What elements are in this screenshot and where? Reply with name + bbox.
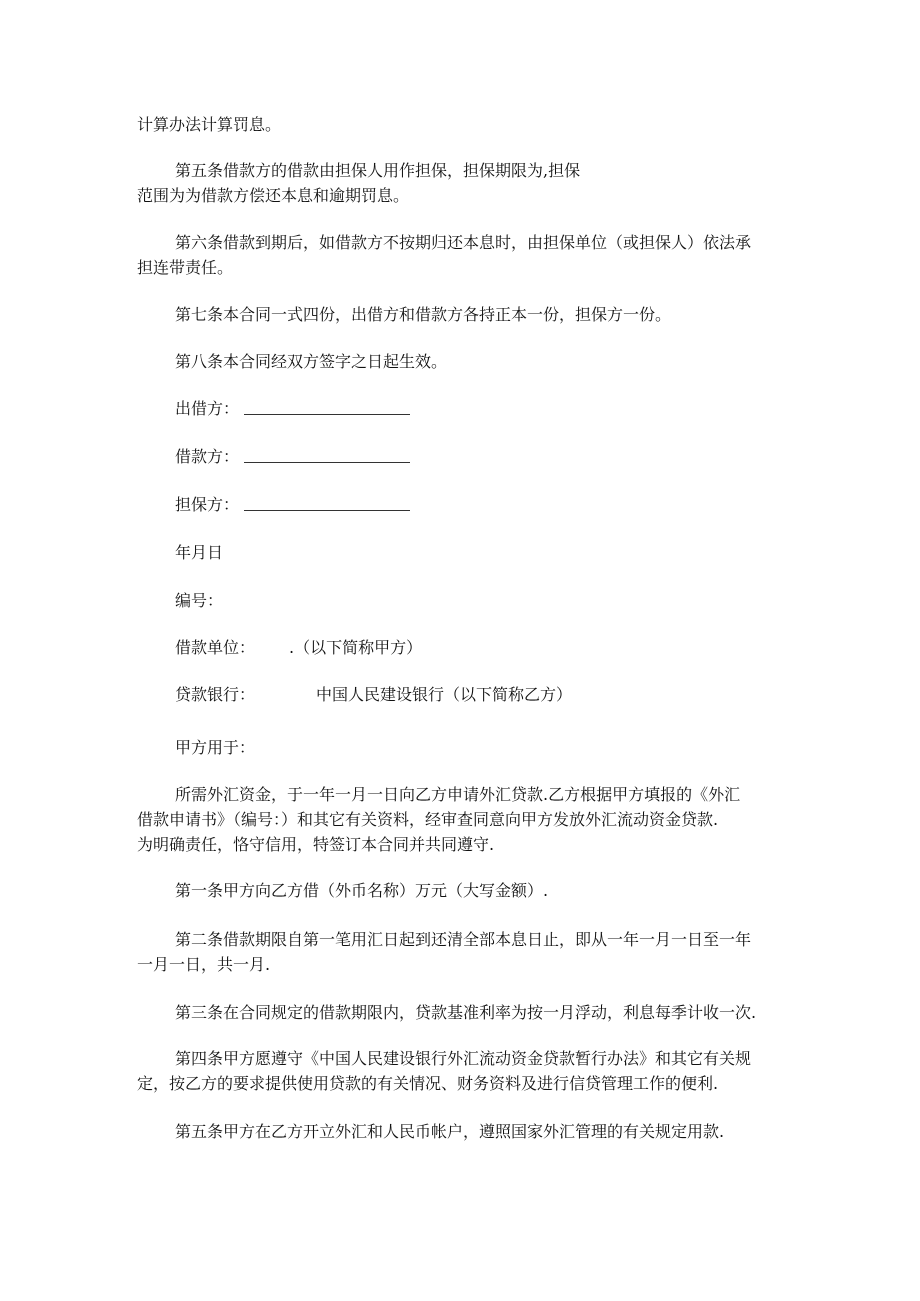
borrower-unit-suffix: .（以下简称甲方） [289, 638, 423, 657]
lending-bank-value: 中国人民建设银行（以下简称乙方） [316, 685, 573, 704]
loan-article-4-line2: 定，按乙方的要求提供使用贷款的有关情况、财务资料及进行信贷管理工作的便利. [137, 1074, 719, 1093]
article-6-line1: 第六条借款到期后，如借款方不按期归还本息时，由担保单位（或担保人）依法承 [175, 233, 752, 252]
paragraph-penalty-calc: 计算办法计算罚息。 [137, 115, 282, 134]
loan-article-1: 第一条甲方向乙方借（外币名称）万元（大写金额）. [175, 881, 549, 900]
body-paragraph-line3: 为明确责任，恪守信用，特签订本合同并共同遵守. [137, 835, 495, 854]
lending-bank-label: 贷款银行： [175, 685, 256, 704]
loan-article-5: 第五条甲方在乙方开立外汇和人民币帐户，遵照国家外汇管理的有关规定用款. [175, 1122, 725, 1141]
borrower-signature-line[interactable] [244, 462, 410, 463]
article-7: 第七条本合同一式四份，出借方和借款方各持正本一份，担保方一份。 [175, 305, 672, 324]
lender-signature-label: 出借方： [175, 399, 240, 418]
article-6-line2: 担连带责任。 [137, 258, 234, 277]
guarantor-signature-line[interactable] [244, 510, 410, 511]
date-label: 年月日 [175, 543, 224, 562]
borrower-unit-label: 借款单位： [175, 638, 256, 657]
loan-article-2-line1: 第二条借款期限自第一笔用汇日起到还清全部本息日止，即从一年一月一日至一年 [175, 930, 752, 949]
contract-number-label: 编号： [175, 591, 224, 610]
article-8: 第八条本合同经双方签字之日起生效。 [175, 352, 448, 371]
loan-article-2-line2: 一月一日，共一月. [137, 955, 271, 974]
purpose-label: 甲方用于： [175, 738, 256, 757]
loan-article-3: 第三条在合同规定的借款期限内，贷款基准利率为按一月浮动，利息每季计收一次. [175, 1003, 757, 1022]
borrower-signature-label: 借款方： [175, 447, 240, 466]
body-paragraph-line2: 借款申请书》（编号：）和其它有关资料，经审查同意向甲方发放外汇流动资金贷款. [137, 810, 719, 829]
loan-article-4-line1: 第四条甲方愿遵守《中国人民建设银行外汇流动资金贷款暂行办法》和其它有关规 [175, 1049, 752, 1068]
article-5-guarantee-line1: 第五条借款方的借款由担保人用作担保，担保期限为,担保 [175, 161, 581, 180]
lender-signature-line[interactable] [244, 414, 410, 415]
article-5-guarantee-line2: 范围为为借款方偿还本息和逾期罚息。 [137, 186, 410, 205]
guarantor-signature-label: 担保方： [175, 495, 240, 514]
body-paragraph-line1: 所需外汇资金，于一年一月一日向乙方申请外汇贷款.乙方根据甲方填报的《外汇 [175, 785, 741, 804]
